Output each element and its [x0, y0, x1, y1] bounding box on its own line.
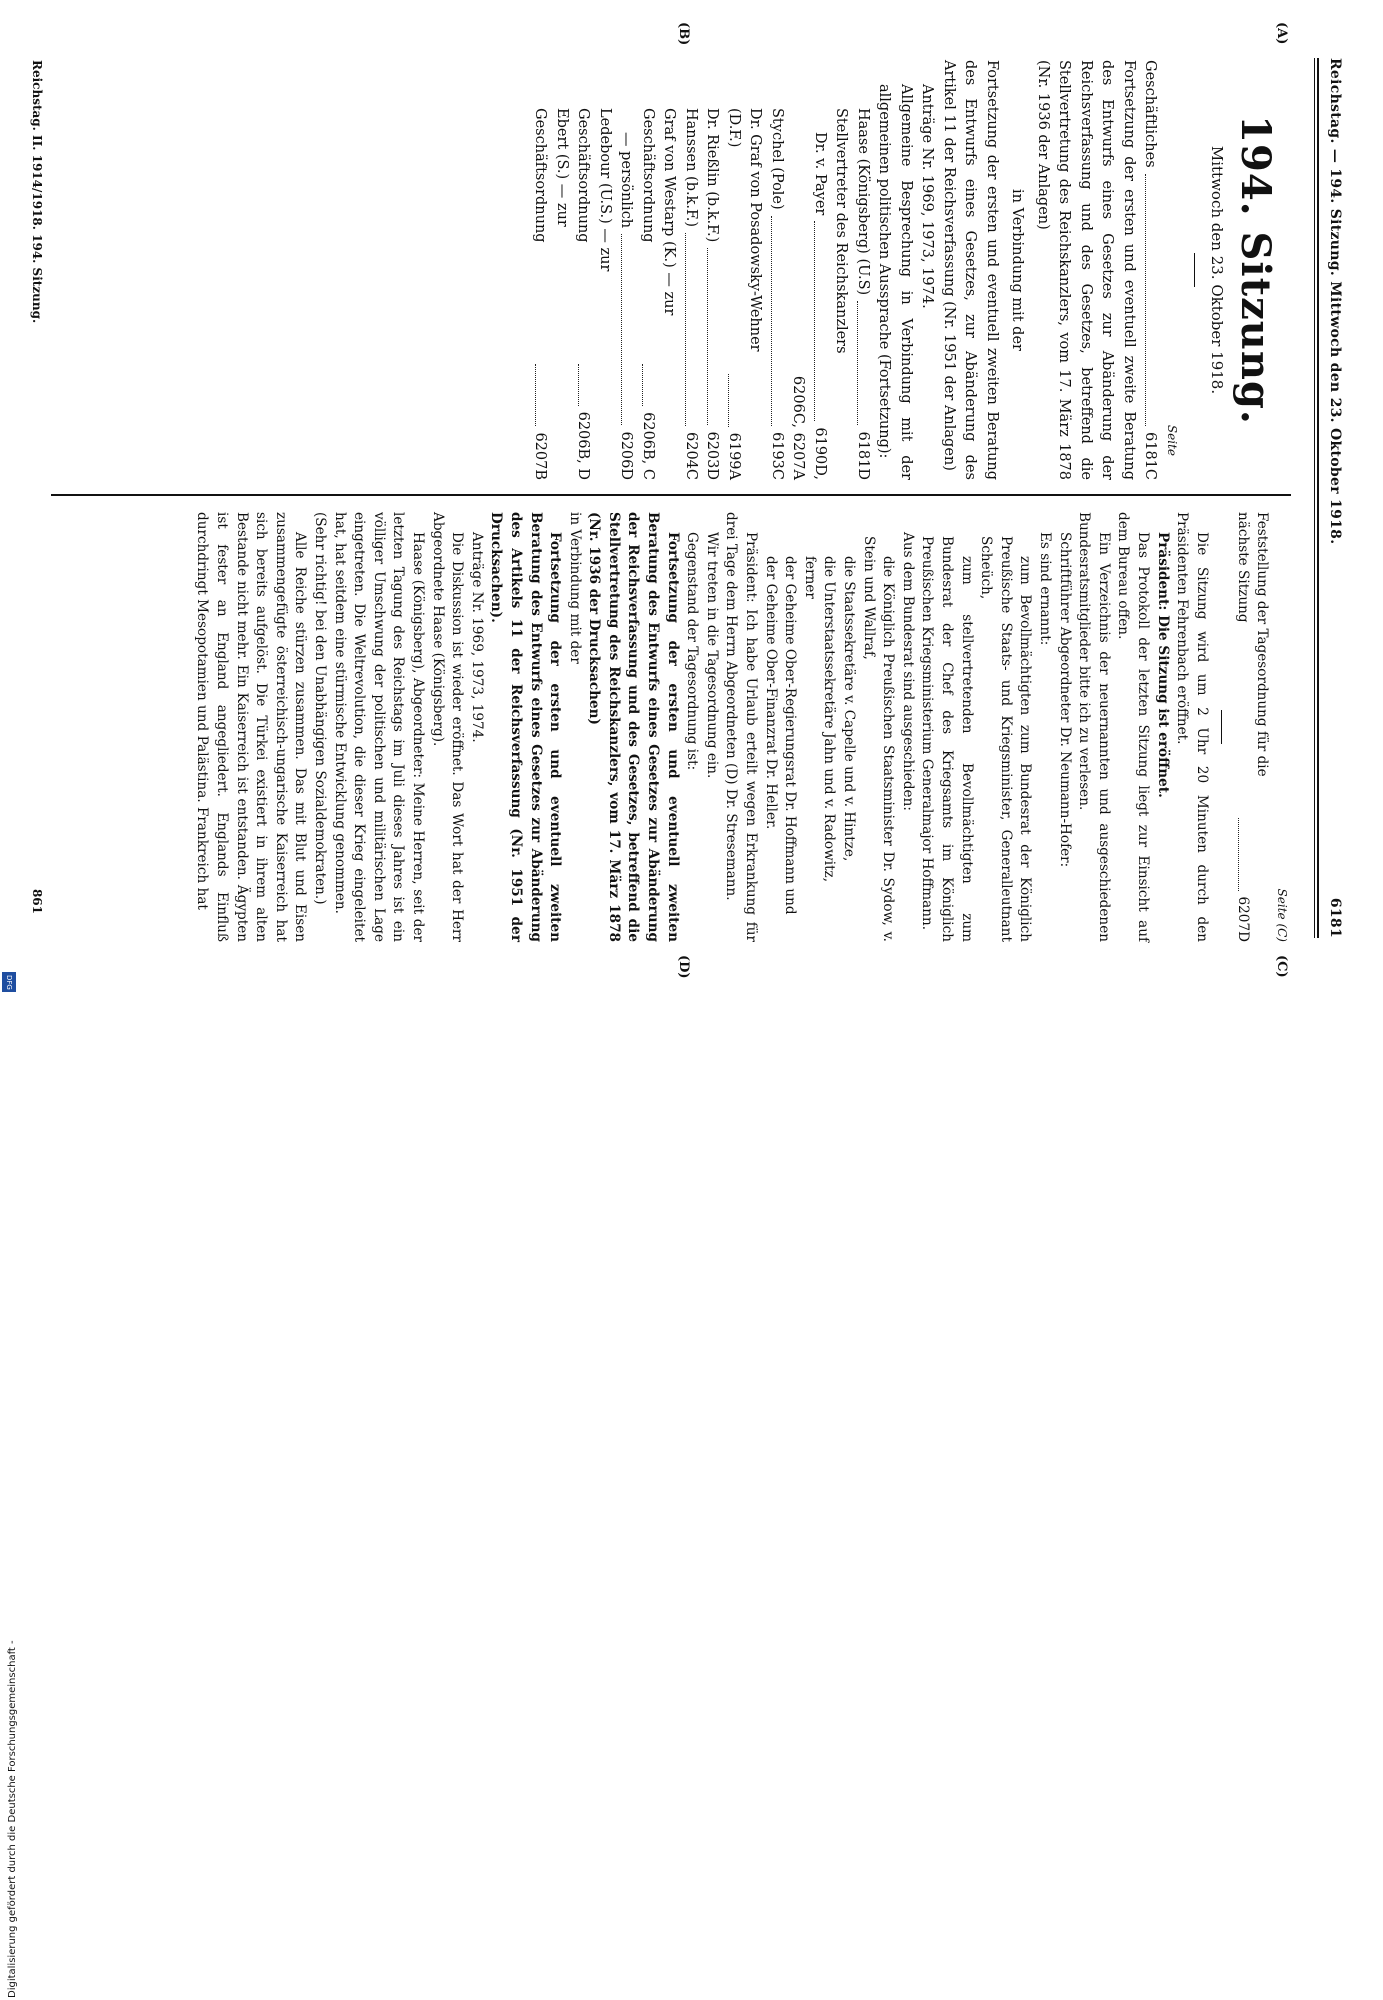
toc-entry — [766, 60, 788, 480]
toc-entry — [809, 60, 831, 480]
toc-entry-text: Dr. v. Payer — [812, 132, 828, 216]
toc-entry — [852, 60, 874, 480]
toc-leader — [858, 301, 859, 425]
toc-entry — [1139, 60, 1161, 480]
running-head-page-number: 6181 — [1327, 897, 1343, 938]
interjection: (Sehr richtig! bei den Unabhängigen Sozialdemokraten.) — [312, 512, 328, 905]
margin-letter-c: (C) — [1274, 955, 1289, 978]
toc-entry-page: 6207B — [532, 432, 549, 480]
toc-leader — [621, 234, 622, 425]
toc-entry — [1232, 512, 1271, 942]
toc-entry — [723, 60, 766, 480]
margin-letter-b: (B) — [676, 22, 691, 46]
digitization-note-text: Digitalisierung gefördert durch die Deutsche Forschungsgemeinschaft - — [7, 1640, 18, 1998]
toc-leader — [1238, 818, 1239, 891]
toc-entry-page: 6206B, C — [640, 412, 656, 480]
opening-paragraph: Die Sitzung wird um 2 Uhr 20 Minuten durch den Präsidenten Fehrenbach eröffnet. — [1174, 512, 1210, 942]
toc-leader — [772, 216, 773, 426]
toc-entry-text: Haase (Königsberg) (U.S) — [855, 108, 871, 296]
margin-letter-a: (A) — [1274, 22, 1289, 45]
toc-entry-text: Feststellung der Tagesordnung für die nächste Sitzung — [1234, 512, 1271, 777]
toc-debate-heading: Allgemeine Besprechung in Verbindung mit der allgemeinen politischen Aussprache (Fortsetzung): — [876, 84, 914, 480]
toc-entry-text: Graf von Westarp (K.) — zur Geschäftsordnung — [640, 108, 678, 316]
toc-entry — [572, 60, 615, 480]
session-date: Mittwoch den 23. Oktober 1918. — [1208, 145, 1226, 395]
column-divider — [51, 494, 1291, 496]
toc-entry-text: Geschäftliches — [1142, 60, 1159, 168]
toc-entry-page: 6181C — [1142, 432, 1159, 480]
section-rule — [1221, 710, 1223, 744]
paragraph: die Unterstaatssekretäre Jahn und v. Radowitz, — [821, 556, 838, 883]
toc-entry — [637, 60, 680, 480]
seite-label: Seite (C) — [1275, 888, 1289, 942]
speech-paragraph: Haase (Königsberg), Abgeordneter: Meine Herren, seit der letzten Tagung des Reichstags im Juli dieses Jahres ist ein völliger Umschwung der politischen und militärischen Lage eingetreten. Die Weltrevolution, die dieser Krieg eingeleitet hat, hat seitdem eine stürmische Entwicklung genommen. — [331, 512, 426, 942]
toc-leader — [578, 364, 579, 406]
agenda-item: Fortsetzung der ersten und eventuell zweiten Beratung des Entwurfs eines Gesetzes zur Abänderung des Artikels 11 der Reichsverfassung (Nr. 1951 der Drucksachen). — [488, 512, 564, 942]
toc-entry-text: Fortsetzung der ersten und eventuell zweiten Beratung des Entwurfs eines Gesetzes, zur Abänderung des Artikel 11 der Reichsverfassung (Nr. 1951 der Anlagen) — [941, 60, 1000, 480]
margin-letter-d: (D) — [676, 955, 691, 979]
toc-entry-text: Dr. Rießlin (b.k.F.) — [704, 108, 721, 243]
toc-entry-text: Stellvertreter des Reichskanzlers — [833, 108, 850, 354]
paragraph: Aus dem Bundesrat sind ausgeschieden: — [899, 532, 916, 811]
agenda-item: Fortsetzung der ersten und eventuell zweiten Beratung des Entwurfs eines Gesetzes zur Abänderung der Reichsverfassung und des Gesetzes, betreffend die Stellvertretung des Reichskanzlers, vom 17. März 1878 (Nr. 1936 der Drucksachen) — [586, 512, 681, 942]
running-head — [1327, 58, 1343, 938]
right-column — [192, 512, 1291, 942]
toc-entry-page: 6203D — [704, 431, 721, 480]
toc-entry-page: 6206B, D — [575, 411, 592, 480]
speaker-line: Schriftführer Abgeordneter Dr. Neumann-Hofer: — [1056, 532, 1073, 868]
paragraph: der Geheime Ober-Finanzrat Dr. Heller. — [762, 556, 779, 830]
toc-entry — [680, 60, 702, 480]
toc-entry-page: 6181D — [855, 431, 871, 480]
toc-leader — [643, 364, 644, 406]
header-rule-top — [1317, 58, 1319, 938]
toc-entry-page: 6193C — [769, 432, 785, 480]
session-title: 194. Sitzung. — [1232, 115, 1279, 425]
paragraph: Wir treten in die Tagesordnung ein. — [703, 532, 720, 779]
toc-entry-text: — persönlich — [618, 132, 635, 229]
toc-entry-page: 6206C, 6207A — [790, 375, 807, 480]
toc-leader — [729, 374, 730, 427]
speech-paragraph: Alle Reiche stürzen zusammen. Das mit Blut und Eisen zusammengefügte österreichisch-ungarische Kaiserreich hat sich bereits aufgelöst. Die Türkei existiert in ihrem alten Bestande nicht mehr. Ein Kaiserreich ist entstanden. Ägypten ist fester an England angegliedert. Englands Einfluß durchdringt Mesopotamien und Palästina. Frankreich hat — [194, 512, 309, 942]
toc-connector: in Verbindung mit der — [1009, 189, 1026, 351]
paragraph: die Staatssekretäre v. Capelle und v. Hintze, — [841, 556, 858, 862]
dfg-logo: DFG — [2, 972, 16, 992]
toc-entry-page: 6204C — [683, 432, 699, 480]
toc-leader — [535, 364, 536, 426]
paragraph: Das Protokoll der letzten Sitzung liegt zur Einsicht auf dem Bureau offen. — [1115, 512, 1151, 942]
agenda-connector: in Verbindung mit der — [566, 512, 583, 664]
toc-entry — [615, 60, 637, 480]
toc-entry-text: Ebert (S.) — zur Geschäftsordnung — [532, 108, 570, 243]
motions-line: Anträge Nr. 1969, 1973, 1974. — [468, 532, 485, 743]
toc-entry-page: 6206D — [618, 431, 635, 480]
toc-entry-page: 6190D, — [812, 427, 828, 480]
paragraph: zum Bevollmächtigten zum Bundesrat der Königlich Preußische Staats- und Kriegsminister, Generalleutnant Scheüch, — [978, 536, 1034, 942]
president-statement: Präsident: Die Sitzung ist eröffnet. — [1154, 532, 1171, 798]
title-rule — [1194, 253, 1196, 287]
toc-entry-page: 6207D — [1234, 896, 1251, 942]
toc-leader — [707, 248, 708, 425]
paragraph: die Königlich Preußischen Staatsminister Dr. Sydow, v. Stein und Wallraf, — [860, 536, 897, 942]
toc-entry-page: 6199A — [726, 432, 742, 480]
paragraph: Gegenstand der Tagesordnung ist: — [684, 532, 701, 771]
paragraph: Die Diskussion ist wieder eröffnet. Das Wort hat der Herr Abgeordnete Haase (Königsberg). — [429, 512, 466, 942]
toc-entry-text: Stychel (Pole) — [769, 108, 785, 210]
toc-entry-text: Ledebour (U.S.) — zur Geschäftsordnung — [575, 108, 613, 272]
toc-entry-text: Fortsetzung der ersten und eventuell zweite Beratung des Entwurfs eines Gesetzes zur Abänderung der Reichsverfassung und des Gesetzes, betreffend die Stellvertretung des Reichskanzlers, vom 17. März 1878 (Nr. 1936 der Anlagen) — [1035, 60, 1137, 480]
toc-leader — [1145, 174, 1146, 426]
paragraph: Ein Verzeichnis der neuernannten und ausgeschiedenen Bundesratsmitglieder bitte ich zu verlesen. — [1076, 512, 1112, 942]
footer-volume: Reichstag. II. 1914/1918. 194. Sitzung. — [30, 60, 44, 324]
paragraph: ferner — [801, 556, 818, 599]
toc-entry-text: Dr. Graf von Posadowsky-Wehner (D.F.) — [726, 108, 764, 352]
footer-page-number: 861 — [30, 888, 44, 914]
toc-motions: Anträge Nr. 1969, 1973, 1974. — [919, 84, 936, 309]
seite-label: Seite — [1165, 424, 1179, 456]
president-statement: Präsident: Ich habe Urlaub erteilt wegen Erkrankung für drei Tage dem Herrn Abgeordneten (D) Dr. Stresemann. — [723, 512, 760, 942]
toc-leader — [686, 233, 687, 426]
paragraph: zum stellvertretenden Bevollmächtigten zum Bundesrat der Chef des Kriegsamts im Königlich Preußischen Kriegsministerium Generalmajor Hoffmann. — [919, 536, 975, 942]
toc-leader — [815, 221, 816, 421]
running-head-title: Reichstag. — 194. Sitzung. Mittwoch den 23. Oktober 1918. — [1327, 58, 1343, 545]
header-rule-bottom — [1314, 58, 1315, 938]
digitization-note — [4, 1000, 18, 2000]
toc-entry — [529, 60, 572, 480]
toc-entry — [701, 60, 723, 480]
left-column — [529, 60, 1291, 480]
toc-entry-text: Hanssen (b.k.F.) — [683, 108, 699, 228]
paragraph: Es sind ernannt: — [1036, 532, 1053, 646]
paragraph: der Geheime Ober-Regierungsrat Dr. Hoffmann und — [782, 556, 799, 915]
